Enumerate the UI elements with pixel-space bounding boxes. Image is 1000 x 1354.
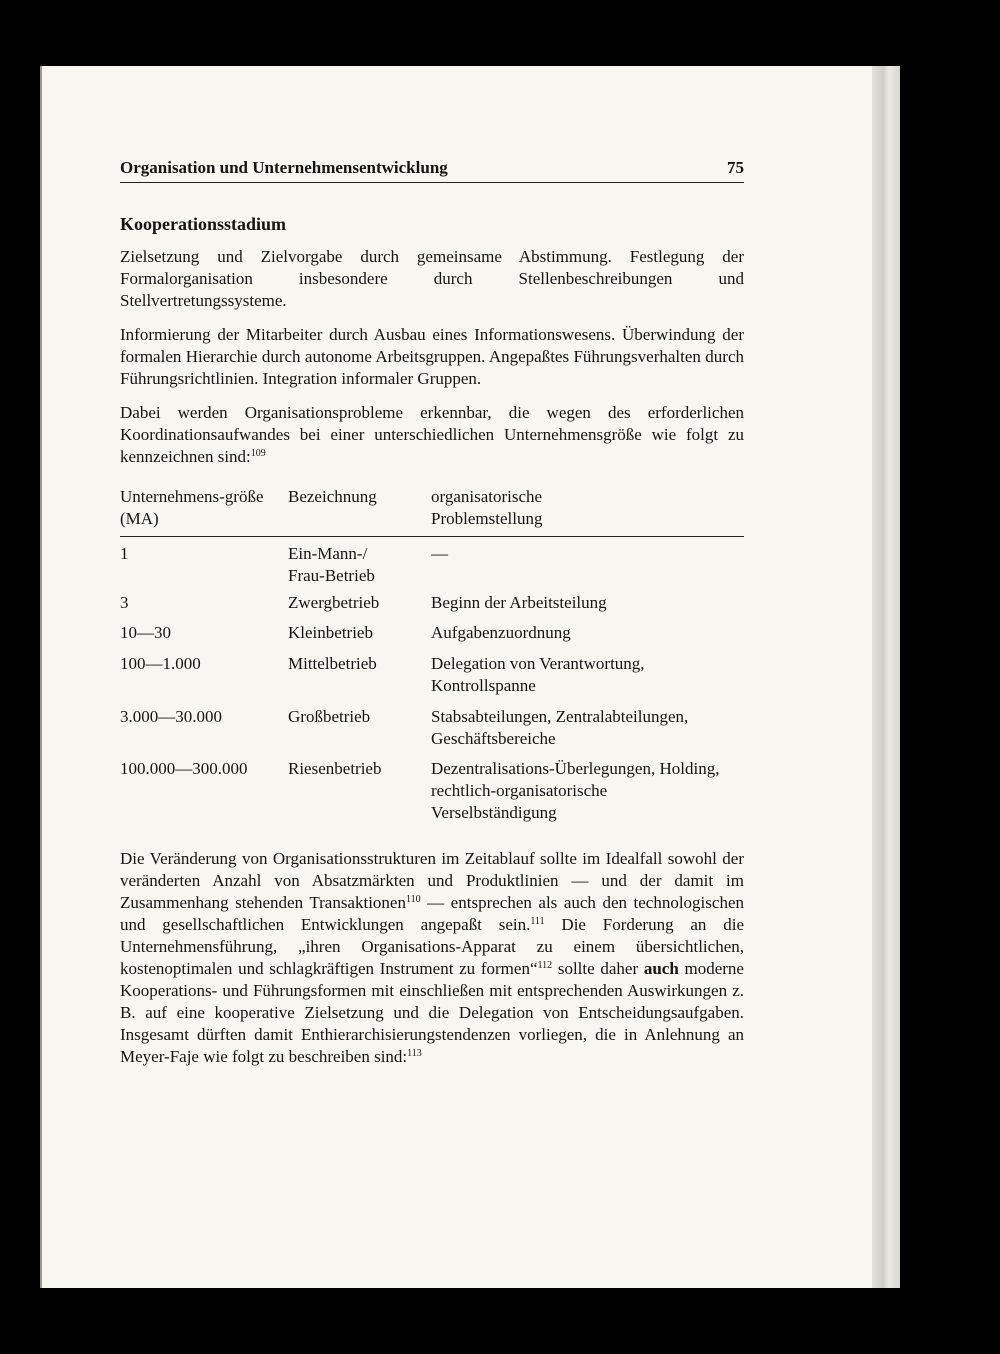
header-name: Bezeichnung xyxy=(288,487,377,506)
emphasis-word: auch xyxy=(643,959,679,978)
paragraph-organisational-change xyxy=(120,848,744,1068)
cell-problem: Delegation von Verantwortung, Kontrollspanne xyxy=(431,654,645,695)
cell-name: Kleinbetrieb xyxy=(288,623,373,642)
cell-size: 3.000—30.000 xyxy=(120,707,222,726)
cell-size: 3 xyxy=(120,593,129,612)
paragraph-information: Informierung der Mitarbeiter durch Ausbau eines Informationswesens. Überwindung der formalen Hierarchie durch autonome Arbeitsgruppen. Angepaßtes Führungsverhalten durch Führungsrichtlinien. Integration informaler Gruppen. xyxy=(120,325,744,388)
cell-name: Riesenbetrieb xyxy=(288,759,382,778)
table-header xyxy=(120,486,744,537)
cell-name: Zwergbetrieb xyxy=(288,593,380,612)
cell-problem: Dezentralisations-Überlegungen, Holding, rechtlich-organisatorische Verselbständigung xyxy=(431,759,720,822)
header-size: Unternehmens-größe (MA) xyxy=(120,487,264,528)
paragraph-text-b: — entsprechen als auch den technologischen und gesellschaftlichen Entwicklungen angepaßt sein. xyxy=(120,893,744,934)
header-problem: organisatorische Problemstellung xyxy=(431,487,543,528)
paragraph-text: Dabei werden Organisationsprobleme erkennbar, die wegen des erforderlichen Koordinationsaufwandes bei einer unterschiedlichen Unternehmensgröße wie folgt zu kennzeichnen sind: xyxy=(120,403,744,466)
footnote-ref: 110 xyxy=(405,894,421,905)
cell-name: Mittelbetrieb xyxy=(288,654,377,673)
footnote-ref: 112 xyxy=(537,960,553,971)
cell-size: 10—30 xyxy=(120,623,171,642)
gutter-line xyxy=(40,66,42,1288)
cell-problem: Beginn der Arbeitsteilung xyxy=(431,593,607,612)
running-head xyxy=(120,158,744,183)
cell-name: Großbetrieb xyxy=(288,707,371,726)
paragraph-goal-setting: Zielsetzung und Zielvorgabe durch gemeinsame Abstimmung. Festlegung der Formalorganisation insbesondere durch Stellenbeschreibungen und Stellvertretungssysteme. xyxy=(120,247,744,310)
cell-size: 100.000—300.000 xyxy=(120,759,248,778)
paragraph-text-e: moderne Kooperations- und Führungsformen mit einschließen mit entsprechenden Auswirkungen z. B. auf eine kooperative Zielsetzung und die Delegation von Entscheidungsaufgaben. Insgesamt dürften damit Enthierarchisierungstendenzen vorliegen, die in Anlehnung an Meyer-Faje wie folgt zu beschreiben sind: xyxy=(120,959,744,1066)
section-title: Kooperationsstadium xyxy=(120,214,287,234)
paragraph-text-d: sollte daher xyxy=(552,959,644,978)
paragraph-organisation-problems xyxy=(120,402,744,468)
cell-size: 100—1.000 xyxy=(120,654,201,673)
cell-name: Ein-Mann-/ Frau-Betrieb xyxy=(288,544,375,585)
page-edge xyxy=(872,66,900,1288)
cell-problem: — xyxy=(431,544,448,563)
footnote-ref: 109 xyxy=(250,448,266,459)
paragraph-text-a: Die Veränderung von Organisationsstrukturen im Zeitablauf sollte im Idealfall sowohl der veränderten Anzahl von Absatzmärkten und Produktlinien — und der damit im Zusammenhang stehenden Transaktionen xyxy=(120,849,744,912)
paragraph-text-c: Die Forderung an die Unternehmensführung, „ihren Organisations-Apparat zu einem übersichtlichen, kostenoptimalen und schlagkräftigen Instrument zu formen“ xyxy=(120,915,744,978)
cell-problem: Aufgabenzuordnung xyxy=(431,623,571,642)
cell-problem: Stabsabteilungen, Zentralabteilungen, Geschäftsbereiche xyxy=(431,707,689,748)
footnote-ref: 113 xyxy=(407,1048,422,1059)
footnote-ref: 111 xyxy=(530,916,545,927)
cell-size: 1 xyxy=(120,544,129,563)
page-number: 75 xyxy=(727,158,744,177)
running-head-title: Organisation und Unternehmensentwicklung xyxy=(120,158,448,177)
